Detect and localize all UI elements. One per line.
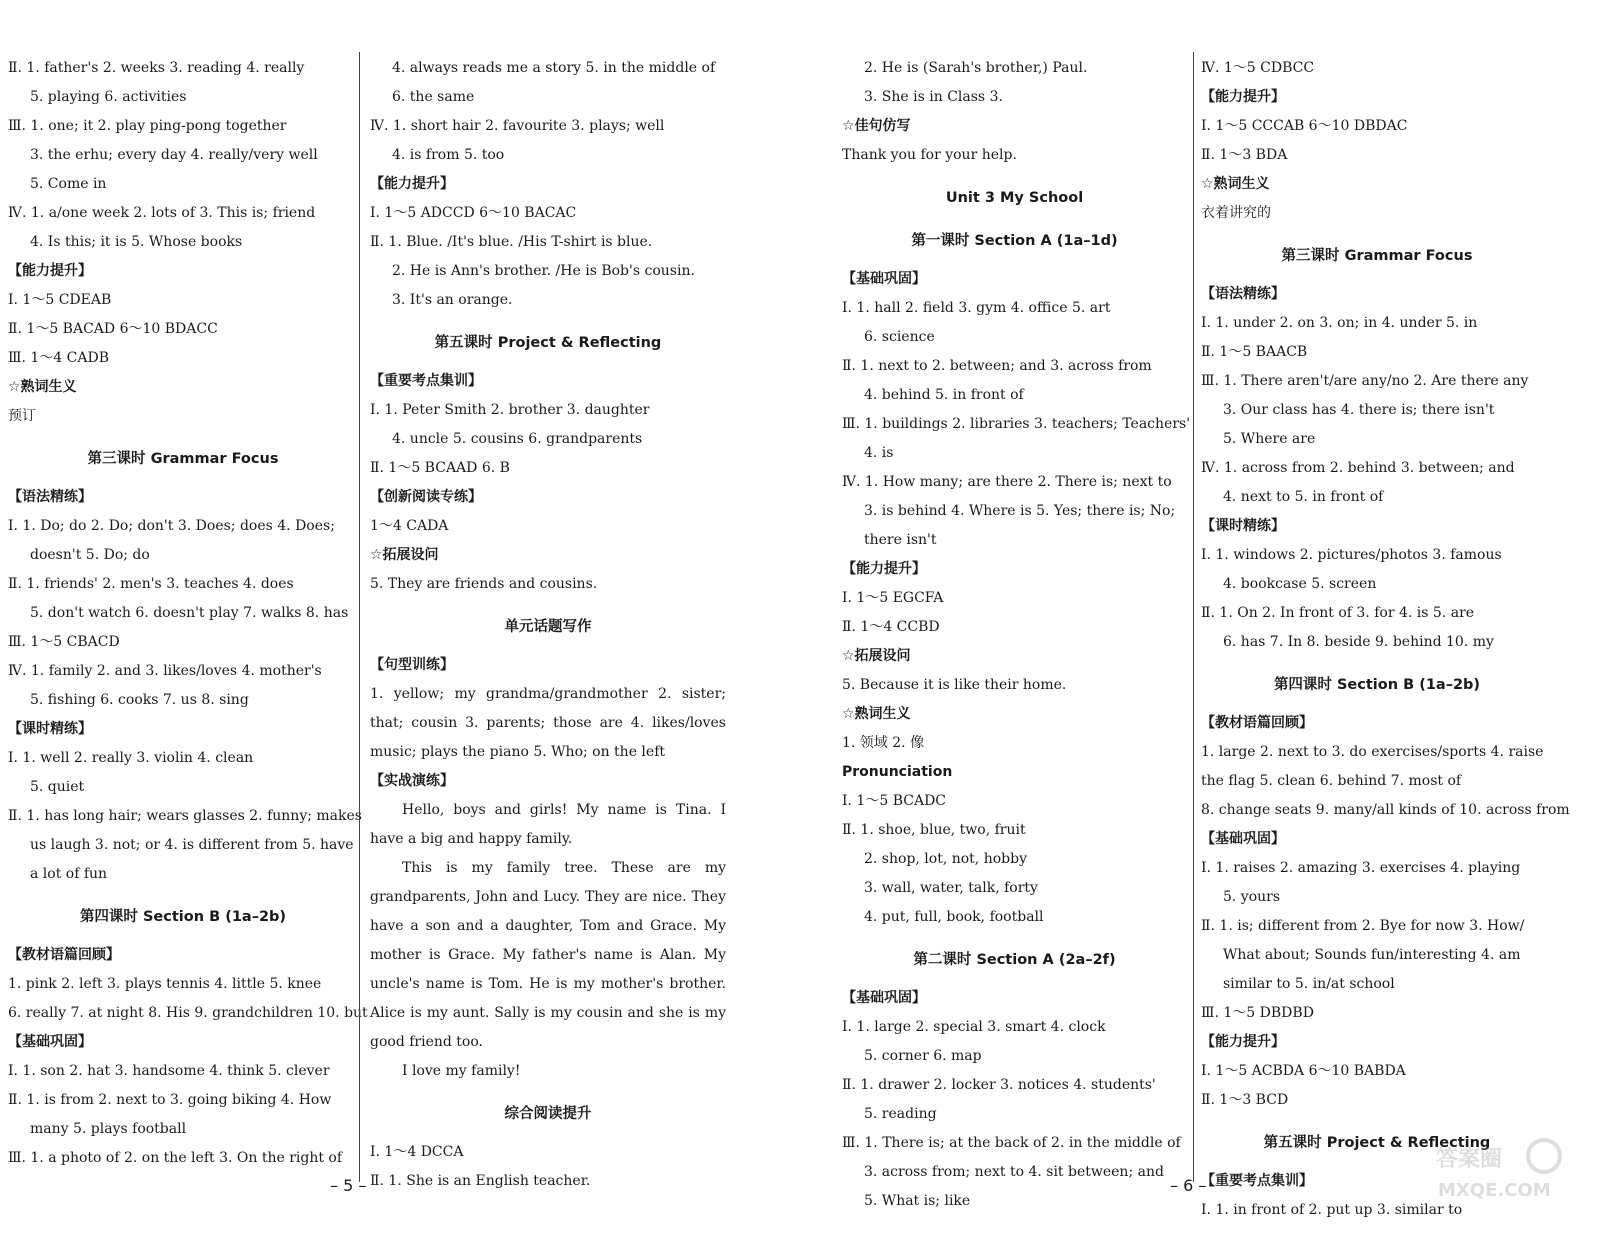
page-number-left: – 5 – bbox=[330, 1176, 367, 1195]
answer-line: Ⅲ. 1～5 CBACD bbox=[8, 634, 120, 650]
section-heading: 【能力提升】 bbox=[842, 561, 926, 577]
section-heading: 【语法精练】 bbox=[8, 489, 92, 505]
answer-line: 1. pink 2. left 3. plays tennis 4. little 5. knee bbox=[8, 976, 322, 992]
section-heading: ☆拓展设问 bbox=[370, 547, 439, 563]
answer-line: Ⅰ. 1. under 2. on 3. on; in 4. under 5. in bbox=[1201, 315, 1478, 331]
answer-line: similar to 5. in/at school bbox=[1223, 976, 1395, 992]
answer-line: Ⅰ. 1. large 2. special 3. smart 4. clock bbox=[842, 1019, 1106, 1035]
answer-line: 5. reading bbox=[864, 1106, 937, 1122]
lesson-title: 综合阅读提升 bbox=[504, 1106, 592, 1122]
answer-line: Ⅰ. 1～4 DCCA bbox=[370, 1144, 464, 1160]
section-heading: 【创新阅读专练】 bbox=[370, 489, 482, 505]
answer-line: Thank you for your help. bbox=[842, 147, 1017, 163]
section-heading: ☆拓展设问 bbox=[842, 648, 911, 664]
answer-line: us laugh 3. not; or 4. is different from 5. have bbox=[30, 837, 354, 853]
section-heading: 【能力提升】 bbox=[1201, 1034, 1285, 1050]
answer-line: 1. large 2. next to 3. do exercises/sports 4. raise bbox=[1201, 744, 1544, 760]
lesson-title: 单元话题写作 bbox=[504, 619, 592, 635]
answer-line: Ⅱ. 1～4 CCBD bbox=[842, 619, 940, 635]
section-heading: 【重要考点集训】 bbox=[370, 373, 482, 389]
answer-line: Ⅰ. 1～5 BCADC bbox=[842, 793, 947, 809]
answer-line: Ⅱ. 1. father's 2. weeks 3. reading 4. really bbox=[8, 60, 305, 76]
lesson-title: Unit 3 My School bbox=[945, 190, 1084, 206]
page-number-right: – 6 – bbox=[1170, 1176, 1207, 1195]
answer-line: Ⅰ. 1～5 CDEAB bbox=[8, 292, 112, 308]
answer-line: 6. has 7. In 8. beside 9. behind 10. my bbox=[1223, 634, 1494, 650]
column-divider bbox=[359, 52, 360, 1182]
right-page-column-2 bbox=[1201, 54, 1570, 1225]
left-page-column-1 bbox=[8, 54, 368, 1173]
watermark-cn: 答案圈 bbox=[1436, 1147, 1503, 1172]
answer-line: Ⅱ. 1. On 2. In front of 3. for 4. is 5. are bbox=[1201, 605, 1475, 621]
answer-line: Ⅱ. 1. has long hair; wears glasses 2. funny; makes bbox=[8, 808, 362, 824]
answer-line: Ⅰ. 1. in front of 2. put up 3. similar to bbox=[1201, 1202, 1463, 1218]
answer-line: Ⅰ. 1. Peter Smith 2. brother 3. daughter bbox=[370, 402, 650, 418]
section-heading: 【基础巩固】 bbox=[842, 271, 926, 287]
section-heading: ☆熟词生义 bbox=[8, 379, 77, 395]
answer-line: 3. Our class has 4. there is; there isn't bbox=[1223, 402, 1495, 418]
answer-line: Ⅲ. 1. buildings 2. libraries 3. teachers; Teachers' bbox=[842, 416, 1191, 432]
answer-line: Ⅳ. 1. a/one week 2. lots of 3. This is; friend bbox=[8, 205, 316, 221]
section-heading: 【教材语篇回顾】 bbox=[8, 947, 120, 963]
answer-line: doesn't 5. Do; do bbox=[30, 547, 150, 563]
column-divider bbox=[1193, 52, 1194, 1182]
answer-line: Ⅲ. 1. one; it 2. play ping-pong together bbox=[8, 118, 287, 134]
answer-line: Ⅱ. 1. is from 2. next to 3. going biking 4. How bbox=[8, 1092, 332, 1108]
answer-line: 衣着讲究的 bbox=[1201, 205, 1271, 221]
section-heading: 【基础巩固】 bbox=[842, 990, 926, 1006]
answer-line: 5. fishing 6. cooks 7. us 8. sing bbox=[30, 692, 249, 708]
answer-line: Ⅰ. 1. hall 2. field 3. gym 4. office 5. art bbox=[842, 300, 1111, 316]
answer-line: 5. They are friends and cousins. bbox=[370, 576, 598, 592]
answer-line: many 5. plays football bbox=[30, 1121, 187, 1137]
right-page-column-1 bbox=[842, 54, 1191, 1216]
lesson-title: 第五课时 Project & Reflecting bbox=[1263, 1135, 1491, 1151]
section-heading: ☆佳句仿写 bbox=[842, 118, 911, 134]
section-heading: 【重要考点集训】 bbox=[1201, 1173, 1313, 1189]
lesson-title: 第四课时 Section B (1a–2b) bbox=[79, 909, 287, 925]
answer-line: 5. playing 6. activities bbox=[30, 89, 187, 105]
answer-line: Ⅳ. 1～5 CDBCC bbox=[1201, 60, 1315, 76]
section-heading: 【能力提升】 bbox=[8, 263, 92, 279]
answer-line: Ⅰ. 1～5 ACBDA 6～10 BABDA bbox=[1201, 1063, 1406, 1079]
answer-line: Ⅱ. 1. friends' 2. men's 3. teaches 4. does bbox=[8, 576, 294, 592]
answer-line: 5. What is; like bbox=[864, 1193, 971, 1209]
answer-line: 3. is behind 4. Where is 5. Yes; there is; No; bbox=[864, 503, 1176, 519]
section-heading: 【基础巩固】 bbox=[8, 1034, 92, 1050]
lesson-title: 第二课时 Section A (2a–2f) bbox=[913, 952, 1116, 968]
watermark-logo bbox=[1432, 1136, 1562, 1202]
answer-line: 4. put, full, book, football bbox=[864, 909, 1044, 925]
section-heading: 【课时精练】 bbox=[1201, 518, 1285, 534]
answer-line: Ⅳ. 1. How many; are there 2. There is; next to bbox=[842, 474, 1172, 490]
section-heading: 【能力提升】 bbox=[1201, 89, 1285, 105]
answer-line: Ⅰ. 1～5 EGCFA bbox=[842, 590, 944, 606]
answer-line: 8. change seats 9. many/all kinds of 10. across from bbox=[1201, 802, 1570, 818]
answer-line: 5. corner 6. map bbox=[864, 1048, 982, 1064]
answer-line: Ⅰ. 1. Do; do 2. Do; don't 3. Does; does 4. Does; bbox=[8, 518, 335, 534]
lesson-title: 第四课时 Section B (1a–2b) bbox=[1273, 677, 1481, 693]
answer-line: 1～4 CADA bbox=[370, 518, 449, 534]
answer-line: 5. don't watch 6. doesn't play 7. walks 8. has bbox=[30, 605, 349, 621]
answer-line: Ⅲ. 1. There aren't/are any/no 2. Are there any bbox=[1201, 373, 1529, 389]
paragraph: Hello, boys and girls! My name is Tina. I have a big and happy family. bbox=[370, 802, 726, 847]
answer-line: 2. He is (Sarah's brother,) Paul. bbox=[864, 60, 1088, 76]
answer-line: 3. across from; next to 4. sit between; and bbox=[864, 1164, 1164, 1180]
answer-line: Ⅰ. 1. raises 2. amazing 3. exercises 4. playing bbox=[1201, 860, 1521, 876]
answer-line: Ⅳ. 1. short hair 2. favourite 3. plays; well bbox=[370, 118, 665, 134]
section-heading: ☆熟词生义 bbox=[1201, 176, 1270, 192]
lesson-title: 第五课时 Project & Reflecting bbox=[434, 335, 662, 351]
answer-line: 3. She is in Class 3. bbox=[864, 89, 1003, 105]
answer-line: Ⅲ. 1. There is; at the back of 2. in the middle of bbox=[842, 1135, 1181, 1151]
answer-line: 4. is from 5. too bbox=[392, 147, 505, 163]
answer-line: 5. Come in bbox=[30, 176, 107, 192]
section-heading: 【能力提升】 bbox=[370, 176, 454, 192]
answer-line: Ⅳ. 1. across from 2. behind 3. between; and bbox=[1201, 460, 1515, 476]
lesson-title: 第三课时 Grammar Focus bbox=[1281, 248, 1473, 264]
answer-line: 4. Is this; it is 5. Whose books bbox=[30, 234, 243, 250]
section-heading: 【句型训练】 bbox=[370, 657, 454, 673]
answer-line: 4. always reads me a story 5. in the middle of bbox=[392, 60, 716, 76]
answer-line: Ⅲ. 1. a photo of 2. on the left 3. On the right of bbox=[8, 1150, 343, 1166]
section-heading: ☆熟词生义 bbox=[842, 706, 911, 722]
left-page-column-2 bbox=[370, 54, 726, 1196]
answer-line: Ⅰ. 1. windows 2. pictures/photos 3. famous bbox=[1201, 547, 1502, 563]
section-heading: 【教材语篇回顾】 bbox=[1201, 715, 1313, 731]
answer-line: Ⅲ. 1～4 CADB bbox=[8, 350, 110, 366]
answer-line: Ⅱ. 1. drawer 2. locker 3. notices 4. students' bbox=[842, 1077, 1156, 1093]
answer-line: 1. 领域 2. 像 bbox=[842, 735, 925, 751]
answer-line: 5. yours bbox=[1223, 889, 1281, 905]
answer-line: Ⅱ. 1～5 BCAAD 6. B bbox=[370, 460, 510, 476]
answer-line: Ⅱ. 1. shoe, blue, two, fruit bbox=[842, 822, 1026, 838]
answer-line: 4. next to 5. in front of bbox=[1223, 489, 1384, 505]
section-heading: Pronunciation bbox=[842, 764, 953, 780]
answer-line: Ⅰ. 1～5 ADCCD 6～10 BACAC bbox=[370, 205, 577, 221]
answer-line: 4. uncle 5. cousins 6. grandparents bbox=[392, 431, 643, 447]
answer-line: Ⅰ. 1. well 2. really 3. violin 4. clean bbox=[8, 750, 254, 766]
answer-line: 2. He is Ann's brother. /He is Bob's cousin. bbox=[392, 263, 695, 279]
answer-line: Ⅰ. 1～5 CCCAB 6～10 DBDAC bbox=[1201, 118, 1408, 134]
section-heading: 【语法精练】 bbox=[1201, 286, 1285, 302]
answer-line: a lot of fun bbox=[30, 866, 108, 882]
paragraph: This is my family tree. These are my grandparents, John and Lucy. They are nice. They have a son and a daughter, Tom and Grace. My mother is Grace. My father's name is Alan. My uncle's name is Tom. He is my mother's brother. Alice is my aunt. Sally is my cousin and she is my good friend too. bbox=[370, 860, 726, 1050]
answer-line: 6. really 7. at night 8. His 9. grandchildren 10. but bbox=[8, 1005, 368, 1021]
answer-line: Ⅱ. 1. next to 2. between; and 3. across from bbox=[842, 358, 1152, 374]
paragraph: 1. yellow; my grandma/grandmother 2. sister; that; cousin 3. parents; those are 4. likes/loves music; plays the piano 5. Who; on the left bbox=[370, 686, 726, 760]
answer-line: 3. It's an orange. bbox=[392, 292, 513, 308]
answer-line: Ⅱ. 1～5 BACAD 6～10 BDACC bbox=[8, 321, 218, 337]
answer-line: there isn't bbox=[864, 532, 937, 548]
answer-line: 4. behind 5. in front of bbox=[864, 387, 1024, 403]
answer-line: 3. the erhu; every day 4. really/very well bbox=[30, 147, 318, 163]
lesson-title: 第三课时 Grammar Focus bbox=[87, 451, 279, 467]
answer-line: 5. Where are bbox=[1223, 431, 1316, 447]
answer-line: Ⅱ. 1～3 BCD bbox=[1201, 1092, 1289, 1108]
answer-line: Ⅲ. 1～5 DBDBD bbox=[1201, 1005, 1314, 1021]
answer-line: Ⅰ. 1. son 2. hat 3. handsome 4. think 5. clever bbox=[8, 1063, 330, 1079]
answer-line: Ⅳ. 1. family 2. and 3. likes/loves 4. mother's bbox=[8, 663, 322, 679]
watermark-en: MXQE.COM bbox=[1438, 1180, 1551, 1201]
paragraph: I love my family! bbox=[402, 1063, 521, 1079]
section-heading: 【课时精练】 bbox=[8, 721, 92, 737]
answer-line: 预订 bbox=[8, 408, 36, 424]
answer-line: Ⅱ. 1～5 BAACB bbox=[1201, 344, 1308, 360]
answer-line: Ⅱ. 1. She is an English teacher. bbox=[370, 1173, 591, 1189]
answer-line: 6. science bbox=[864, 329, 935, 345]
section-heading: 【基础巩固】 bbox=[1201, 831, 1285, 847]
answer-line: 3. wall, water, talk, forty bbox=[864, 880, 1038, 896]
section-heading: 【实战演练】 bbox=[370, 773, 454, 789]
answer-line: 2. shop, lot, not, hobby bbox=[864, 851, 1027, 867]
answer-line: the flag 5. clean 6. behind 7. most of bbox=[1201, 773, 1462, 789]
answer-line: 4. is bbox=[864, 445, 894, 461]
answer-line: 5. Because it is like their home. bbox=[842, 677, 1067, 693]
answer-line: Ⅱ. 1～3 BDA bbox=[1201, 147, 1288, 163]
answer-line: Ⅱ. 1. is; different from 2. Bye for now 3. How/ bbox=[1201, 918, 1525, 934]
answer-line: Ⅱ. 1. Blue. /It's blue. /His T-shirt is blue. bbox=[370, 234, 653, 250]
answer-line: 5. quiet bbox=[30, 779, 85, 795]
lesson-title: 第一课时 Section A (1a–1d) bbox=[911, 233, 1118, 249]
answer-line: 4. bookcase 5. screen bbox=[1223, 576, 1377, 592]
answer-line: 6. the same bbox=[392, 89, 475, 105]
answer-line: What about; Sounds fun/interesting 4. am bbox=[1223, 947, 1521, 963]
